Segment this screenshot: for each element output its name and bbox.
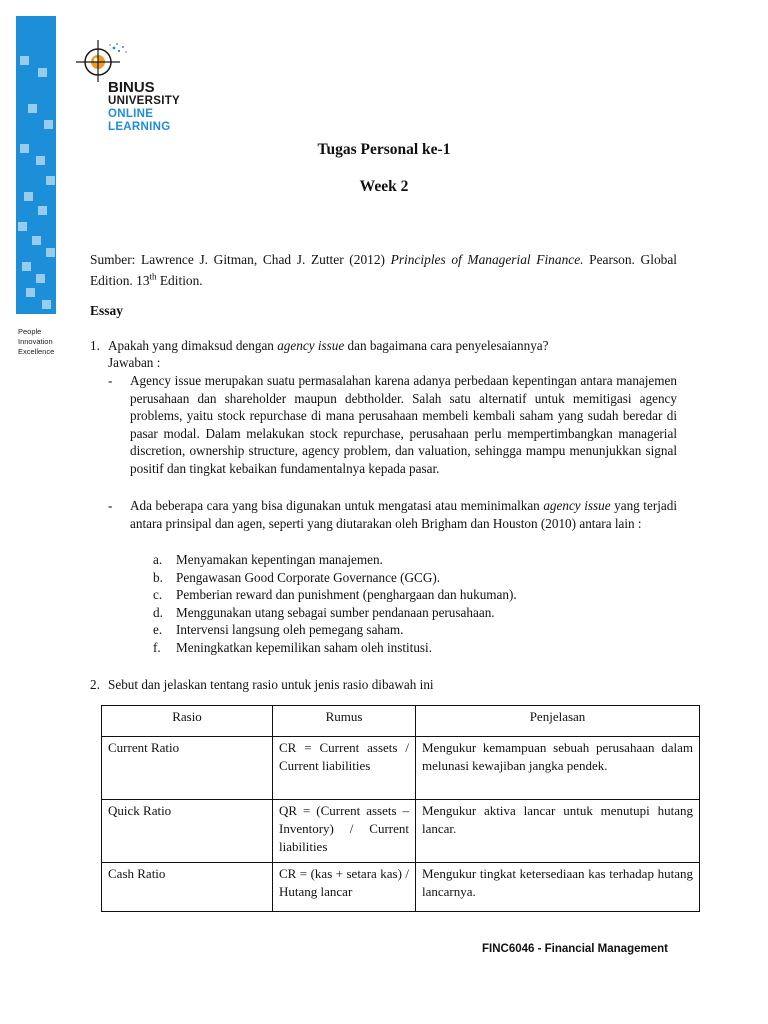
q1-list — [153, 551, 673, 656]
week-title: Week 2 — [359, 178, 409, 195]
header-rumus: Rumus — [273, 706, 416, 737]
cell-rumus: QR = (Current assets – Inventory) / Current liabilities — [273, 800, 416, 863]
cell-rasio: Current Ratio — [102, 737, 273, 800]
list-letter: a. — [153, 552, 163, 567]
q1-bullet-2 — [130, 497, 677, 532]
table-header-row — [102, 706, 700, 737]
list-text: Intervensi langsung oleh pemegang saham. — [176, 622, 404, 637]
list-letter: c. — [153, 587, 163, 602]
source-book: Principles of Managerial Finance. — [390, 252, 584, 267]
list-text: Pemberian reward dan punishment (penghargaan dan hukuman). — [176, 587, 517, 602]
list-text: Meningkatkan kepemilikan saham oleh institusi. — [176, 639, 433, 655]
q1-number: 1. — [90, 338, 100, 353]
list-text: Pengawasan Good Corporate Governance (GCG). — [176, 569, 441, 585]
bullet-dash: - — [108, 498, 113, 513]
essay-heading: Essay — [90, 303, 124, 318]
cell-rumus: CR = Current assets / Current liabilities — [273, 737, 416, 800]
header-penjelasan: Penjelasan — [416, 706, 700, 737]
document-title: Tugas Personal ke-1 — [317, 141, 451, 158]
q1-bullet2-after: yang terjadi antara prinsipal dan agen, seperti yang diutarakan oleh Brigham dan Houston (2010) antara lain : — [130, 498, 677, 531]
list-item — [153, 639, 673, 657]
source-citation — [90, 249, 677, 291]
table-row — [102, 737, 700, 800]
q2-number: 2. — [90, 677, 100, 692]
q1-answer-label: Jawaban : — [108, 355, 161, 370]
q1-italic: agency issue — [277, 338, 345, 353]
logo-learning: LEARNING — [108, 121, 171, 133]
cell-rasio: Quick Ratio — [102, 800, 273, 863]
table-row — [102, 800, 700, 863]
cell-penjelasan: Mengukur kemampuan sebuah perusahaan dalam melunasi kewajiban jangka pendek. — [416, 737, 700, 800]
source-prefix: Sumber: Lawrence J. Gitman, Chad J. Zutter (2012) — [90, 252, 391, 267]
list-item — [153, 621, 673, 639]
list-text: Menggunakan utang sebagai sumber pendanaan perusahaan. — [176, 604, 495, 620]
q1-text-after: dan bagaimana cara penyelesaiannya? — [344, 338, 549, 353]
source-edition-sup: th — [149, 271, 157, 282]
list-letter: e. — [153, 622, 163, 637]
tagline-people: People — [18, 327, 42, 336]
bullet-dash: - — [108, 373, 113, 388]
q1-bullet-1: Agency issue merupakan suatu permasalahan karena adanya perbedaan kepentingan antara manajemen perusahaan dan shareholder maupun debtholder. Salah satu alternatif untuk memitigasi agency problems, yaitu stock repurchase di mana perusahaan membeli kembali saham yang sudah beredar di pasar modal. Dalam melakukan stock repurchase, perusahaan perlu mempertimbangkan managerial discretion, ownership structure, agency problem, dan valuation, sehingga mampu menunjukkan signal positif dan tingkat kebaikan fundamentalnya kepada pasar. — [130, 373, 677, 476]
left-decorative-strip — [16, 16, 56, 314]
cell-penjelasan: Mengukur tingkat ketersediaan kas terhadap hutang lancarnya. — [416, 863, 700, 912]
list-letter: b. — [153, 569, 163, 585]
list-item — [153, 569, 673, 587]
cell-rumus: CR = (kas + setara kas) / Hutang lancar — [273, 863, 416, 912]
logo-online: ONLINE — [108, 108, 154, 120]
q1-text-before: Apakah yang dimaksud dengan — [108, 338, 278, 353]
list-item — [153, 551, 673, 569]
ratio-table — [101, 705, 700, 912]
header-rasio: Rasio — [102, 706, 273, 737]
logo-university: UNIVERSITY — [108, 95, 181, 107]
cell-rasio: Cash Ratio — [102, 863, 273, 912]
source-publisher: Pearson. Global Edition. 13 — [90, 252, 677, 288]
q1-bullet2-before: Ada beberapa cara yang bisa digunakan untuk mengatasi atau meminimalkan — [130, 498, 544, 513]
list-text: Menyamakan kepentingan manajemen. — [176, 552, 383, 567]
tagline — [18, 327, 54, 357]
list-item — [153, 604, 673, 622]
cell-penjelasan: Mengukur aktiva lancar untuk menutupi hutang lancar. — [416, 800, 700, 863]
list-letter: f. — [153, 639, 161, 655]
q1-bullet2-italic: agency issue — [543, 498, 611, 513]
list-item — [153, 586, 673, 604]
q2-question: Sebut dan jelaskan tentang rasio untuk jenis rasio dibawah ini — [108, 677, 434, 692]
tagline-innovation: Innovation — [18, 337, 53, 346]
logo-binus: BINUS — [108, 79, 155, 96]
q1-question — [108, 337, 678, 355]
list-letter: d. — [153, 604, 163, 620]
tagline-excellence: Excellence — [18, 347, 55, 356]
logo-wordmark — [108, 80, 180, 134]
footer-course: FINC6046 - Financial Management — [482, 943, 668, 955]
source-suffix: Edition. — [156, 273, 203, 288]
table-row — [102, 863, 700, 912]
